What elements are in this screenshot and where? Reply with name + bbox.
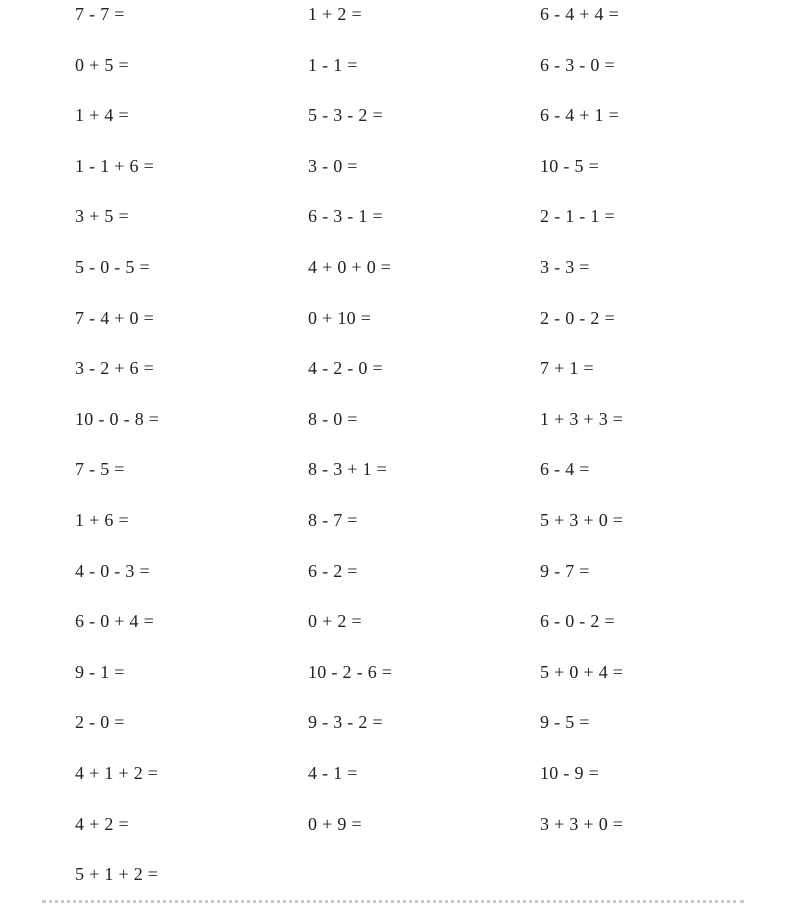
math-problem: 7 - 5 = (75, 459, 125, 480)
math-problem: 6 - 3 - 0 = (540, 54, 615, 75)
math-problem: 9 - 5 = (540, 712, 590, 733)
math-problem: 4 - 2 - 0 = (308, 358, 383, 379)
math-problem: 4 - 1 = (308, 763, 358, 783)
math-problem: 3 - 0 = (308, 155, 358, 176)
math-problem: 9 - 7 = (540, 560, 590, 581)
math-problem: 1 + 3 + 3 = (540, 408, 624, 429)
math-problem: 8 - 3 + 1 = (308, 459, 388, 480)
math-problem: 10 - 9 = (540, 763, 600, 783)
math-problem: 8 - 0 = (308, 408, 358, 429)
math-problem: 10 - 0 - 8 = (75, 408, 160, 429)
math-problem: 2 - 0 - 2 = (540, 307, 615, 328)
math-problem: 3 + 5 = (75, 206, 129, 227)
math-problem: 10 - 2 - 6 = (308, 661, 393, 682)
math-problem: 6 - 4 + 1 = (540, 105, 620, 126)
math-problem: 6 - 4 + 4 = (540, 4, 620, 24)
math-problem: 5 - 3 - 2 = (308, 105, 383, 126)
math-problem: 9 - 3 - 2 = (308, 712, 383, 733)
math-problem: 6 - 0 + 4 = (75, 611, 155, 632)
math-problem: 2 - 1 - 1 = (540, 206, 615, 227)
math-problem: 1 + 2 = (308, 4, 362, 24)
math-problem: 4 + 2 = (75, 813, 129, 834)
math-problem: 7 - 7 = (75, 4, 125, 24)
math-problem: 6 - 4 = (540, 459, 590, 480)
math-problem: 10 - 5 = (540, 155, 600, 176)
math-problem: 9 - 1 = (75, 661, 125, 682)
math-problem: 0 + 10 = (308, 307, 372, 328)
math-problem: 6 - 0 - 2 = (540, 611, 615, 632)
math-problem: 0 + 9 = (308, 813, 362, 834)
math-problem: 3 + 3 + 0 = (540, 813, 624, 834)
math-problem: 3 - 3 = (540, 257, 590, 277)
dotted-divider (42, 900, 744, 903)
math-problem: 7 - 4 + 0 = (75, 307, 155, 328)
math-problem: 1 - 1 + 6 = (75, 155, 155, 176)
math-problem: 0 + 5 = (75, 54, 129, 75)
math-problem: 4 + 0 + 0 = (308, 257, 392, 277)
math-problem: 5 + 0 + 4 = (540, 661, 624, 682)
math-problem: 5 + 1 + 2 = (75, 864, 159, 885)
math-problem: 2 - 0 = (75, 712, 125, 733)
math-problem: 1 + 6 = (75, 510, 129, 530)
math-problem: 4 - 0 - 3 = (75, 560, 150, 581)
math-problem: 1 - 1 = (308, 54, 358, 75)
math-problem: 5 + 3 + 0 = (540, 510, 624, 530)
math-problem: 8 - 7 = (308, 510, 358, 530)
math-problem: 4 + 1 + 2 = (75, 763, 159, 783)
math-problem: 0 + 2 = (308, 611, 362, 632)
math-problem: 3 - 2 + 6 = (75, 358, 155, 379)
math-problem: 6 - 3 - 1 = (308, 206, 383, 227)
math-problem: 5 - 0 - 5 = (75, 257, 150, 277)
math-problem: 7 + 1 = (540, 358, 594, 379)
math-problem: 6 - 2 = (308, 560, 358, 581)
math-problem: 1 + 4 = (75, 105, 129, 126)
